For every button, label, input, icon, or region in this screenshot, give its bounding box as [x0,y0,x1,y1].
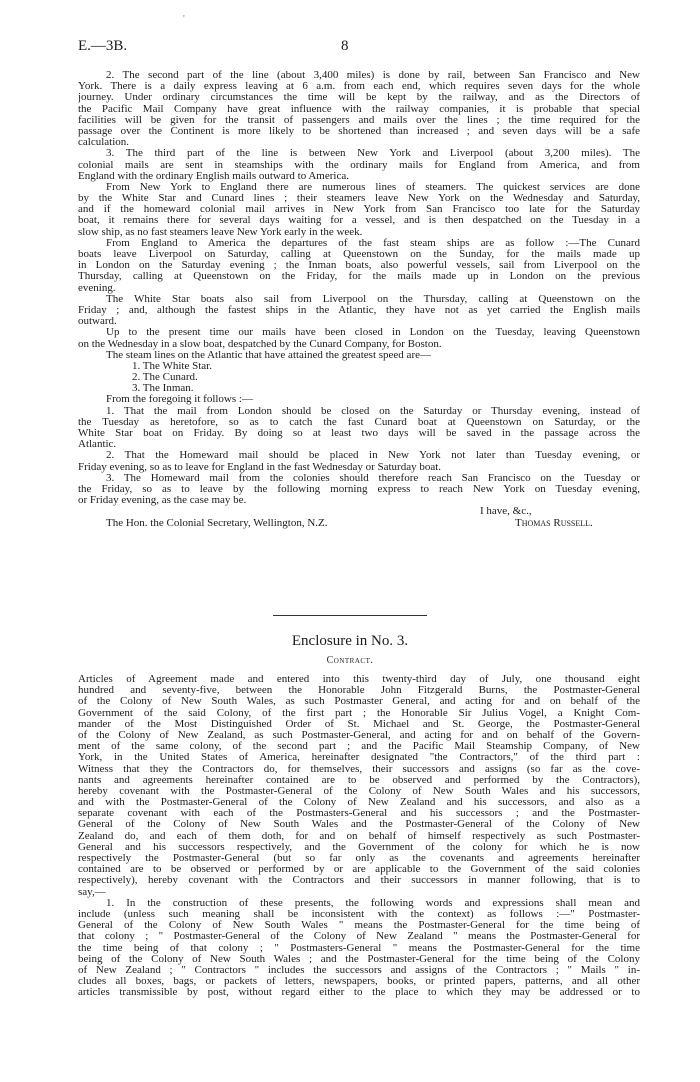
margin-mark: ' [183,14,185,25]
text-line: of the Colony of New South Wales, as such Postmaster General, and acting for and on behalf of the [78,696,640,708]
text-line: and if the homeward colonial mail arrives in New York from San Francisco too late for the Saturday [78,204,640,216]
addressee: The Hon. the Colonial Secretary, Wellington, N.Z. [106,516,328,529]
text-line: by the White Star and Cunard lines ; their steamers leave New York on the Wednesday and Saturday, [78,193,640,205]
closing: I have, &c., [480,505,532,518]
signature-line [78,518,640,529]
text-line: General and his successors respectively, and the Government of the colony for which he is now [78,841,640,853]
text-line: York. There is a daily express leaving at 6 a.m. from each end, which requires seven days for the whole [78,81,640,93]
text-line: Zealand do, and each of them doth, for and on behalf of himself respectively as such Postmaster- [78,830,640,842]
text-line: colonial mails are sent in steamships with the ordinary mails for England from America, and from [78,159,640,171]
text-line: outward. [78,316,117,328]
text-line: Thursday, calling at Queenstown on the Friday, for the mails made up in London on the previous [78,271,640,283]
signature: Thomas Russell. [515,516,593,529]
section-divider [273,615,427,616]
text-line: ment of the same colony, of the second part ; and the Pacific Mail Steamship Company, of New [78,741,640,753]
text-line: of the Colony of New Zealand, as such Postmaster-General, and acting for and on behalf of the Govern- [78,729,640,741]
text-line: hundred and seventy-five, between the Honorable John Fitzgerald Burns, the Postmaster-General [78,685,640,697]
text-line: slow ship, as no fast steamers leave New York early in the week. [78,226,363,238]
letter-body [78,70,640,529]
closing-line [78,506,640,517]
text-line: 3. The third part of the line is between New York and Liverpool (about 3,200 miles). The [106,148,640,160]
text-line: respectively the Postmaster-General (but so far only as the covenants and agreements hereinafter [78,853,640,864]
text-line: boats leave Liverpool on Saturday, calling at Queenstown on the Sunday, for the mails made up [78,249,640,260]
text-line: cludes all boxes, bags, or packets of letters, newspapers, books, or printed papers, patterns, and all other [78,976,640,988]
text-line: 2. The second part of the line (about 3,400 miles) is done by rail, between San Francisco and New [106,70,640,81]
text-line: the Friday, so as to leave by the following morning express to reach New York on Tuesday evening, [78,483,640,495]
text-line: Articles of Agreement made and entered into this twenty-third day of July, one thousand eight [78,674,640,685]
text-line: journey. Under ordinary circumstances the time will be kept by the railway, and as the Directors of [78,92,640,104]
text-line: Friday evening, so as to leave for England in the fast Wednesday or Saturday boat. [78,461,442,473]
text-line: 1. In the construction of these presents, the following words and expressions shall mean and [106,897,640,909]
text-line: Witness that they the Contractors do, for themselves, their successors and assigns (so far as the cove- [78,763,640,775]
text-line: mander of the Most Distinguished Order of St. Michael and St. George, the Postmaster-General [78,718,640,730]
text-line: York, in the United States of America, hereinafter designated "the Contractors," of the third part : [78,752,640,764]
text-line: Atlantic. [78,439,117,451]
text-line: From the foregoing it follows :— [106,393,253,406]
text-line: or Friday evening, as the case may be. [78,495,247,507]
text-line: Up to the present time our mails have been closed in London on the Tuesday, leaving Queenstown [106,327,640,339]
text-line: the time being of that colony ; " Postmasters-General " means the Postmaster-General for the time [78,942,640,954]
document-reference: E.—3B. [78,38,128,54]
text-line: passage over the Continent is more likely to be shortened than increased ; and seven days will be a safe [78,125,640,137]
list-item: 3. The Inman. [132,382,194,395]
text-line: on the Wednesday in a slow boat, despatched by the Cunard Company, for Boston. [78,338,442,350]
text-line: include (unless such meaning shall be inconsistent with the context) as follows :—" Postmaster- [78,908,640,920]
text-line: say,— [78,886,106,898]
text-line: 2. That the Homeward mail should be placed in New York not later than Tuesday evening, or [106,450,640,462]
text-line: General of the Colony of New South Wales " means the Postmaster-General for the time being of [78,920,640,932]
text-line: articles transmissible by post, without regard either to the place to which they may be addressed or to [78,987,640,999]
list-item: 1. The White Star. [132,359,212,372]
text-line: General of the Colony of New South Wales and the Postmaster-General of the Colony of New [78,819,640,831]
text-line: the Pacific Mail Company have great influence with the railway companies, it is probable that special [78,103,640,115]
text-line: The White Star boats also sail from Liverpool on the Thursday, calling at Queenstown on the [106,293,640,305]
text-line: From New York to England there are numerous lines of steamers. The quickest services are done [106,181,640,193]
text-line: boat, it remains there for several days waiting for a vessel, and is then despatched on the Tuesday in a [78,215,640,227]
text-line: evening. [78,282,116,294]
text-line: contained are to be observed or performed by or are applicable to the Government of the said colonies [78,864,640,876]
list-item: 2. The Cunard. [132,371,198,384]
text-line: being of the Colony of New South Wales ; and the Postmaster-General for the time being of the Colony [78,953,640,965]
text-line: separate covenant with each of the Postmasters-General and his successors ; and the Postmaster- [78,808,640,820]
text-line: in London on the Saturday evening ; the Inman boats, also powerful vessels, sail from Liverpool on the [78,260,640,272]
text-line: The steam lines on the Atlantic that have attained the greatest speed are— [106,348,431,361]
text-line: hereby covenant with the Postmaster-General of the Colony of New South Wales and his successors, [78,785,640,797]
text-line: of New Zealand ; " Contractors " includes the successors and assigns of the Contractors ; " Mails " in- [78,964,640,976]
text-line: From England to America the departures of the fast steam ships are as follow :—The Cunard [106,237,640,249]
text-line: Government of the said Colony, of the first part ; the Honorable Sir Julius Vogel, a Knight Com- [78,707,640,719]
text-line: nants and agreements hereinafter contained are to be observed and performed by the Contractors), [78,774,640,786]
text-line: that colony ; " Postmaster-General of the Colony of New Zealand " means the Postmaster-General for [78,931,640,943]
enclosure-title: Enclosure in No. 3. [291,633,409,649]
text-line: 3. The Homeward mail from the colonies should therefore reach San Francisco on the Tuesday or [106,472,640,484]
text-line: and with the Postmaster-General of the Colony of New Zealand and his successors, and also as a [78,797,640,809]
contract-body [78,674,640,998]
text-line: 1. That the mail from London should be closed on the Saturday or Thursday evening, instead of [106,405,640,417]
page-number: 8 [341,38,349,54]
text-line: respectively), hereby covenant with the Contractors and their successors in manner following, that is to [78,875,640,887]
text-line: Friday ; and, although the fastest ships in the Atlantic, they have not as yet carried the English mails [78,304,640,316]
text-line: facilities will be given for the transit of passengers and mails over the lines ; the time required for the [78,114,640,126]
text-line: White Star boat on Friday. By doing so at least two days will be saved in the passage across the [78,428,640,439]
text-line: calculation. [78,137,130,149]
enclosure-subtitle: Contract. [326,655,374,666]
text-line: the Tuesday as heretofore, so as to catch the fast Cunard boat at Queenstown on Saturday, or the [78,416,640,428]
text-line: England with the ordinary English mails outward to America. [78,170,349,182]
